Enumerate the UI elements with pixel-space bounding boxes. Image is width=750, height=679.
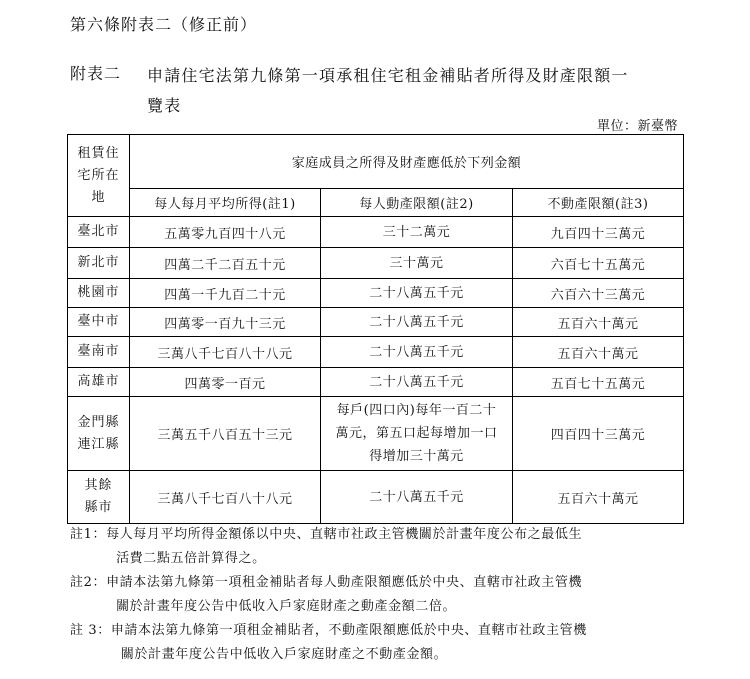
city-cell bbox=[68, 217, 130, 248]
column-header-row bbox=[68, 189, 684, 217]
city-name: 其餘 bbox=[84, 478, 113, 493]
col-header-movable: 每人動產限額(註2) bbox=[321, 189, 513, 217]
movable-limit-line: 萬元，第五口起每增加一口 bbox=[335, 426, 498, 441]
city-name: 金門縣 bbox=[77, 414, 120, 430]
table-row bbox=[68, 337, 684, 368]
movable-limit-line: 二十八萬五千元 bbox=[369, 285, 464, 301]
footnote-text bbox=[106, 571, 690, 619]
immovable-limit-cell: 五百七十五萬元 bbox=[513, 368, 684, 397]
movable-limit-cell bbox=[321, 308, 513, 337]
footnote-line: 關於計畫年度公告中低收入戶家庭財產之不動產金額。 bbox=[120, 647, 448, 662]
movable-limit-cell bbox=[321, 368, 513, 397]
location-header-line: 地 bbox=[91, 189, 106, 205]
income-limit-cell: 五萬零九百四十八元 bbox=[130, 217, 321, 248]
movable-limit-line: 二十八萬五千元 bbox=[369, 314, 464, 330]
immovable-limit-cell: 六百七十五萬元 bbox=[513, 248, 684, 279]
col-header-income: 每人每月平均所得(註1) bbox=[130, 189, 321, 217]
footnote-line: 活費二點五倍計算得之。 bbox=[116, 551, 266, 566]
table-row bbox=[68, 248, 684, 279]
city-cell bbox=[68, 308, 130, 337]
city-name: 新北市 bbox=[77, 255, 120, 270]
footnote-line: 關於計畫年度公告中低收入戶家庭財產之動產金額二倍。 bbox=[116, 599, 457, 614]
income-limit-cell: 四萬二千二百五十元 bbox=[130, 248, 321, 279]
city-name: 臺北市 bbox=[77, 224, 120, 239]
income-limit-cell: 四萬零一百九十三元 bbox=[130, 308, 321, 337]
footnote-label: 註1： bbox=[70, 527, 107, 542]
currency-unit: 單位：新臺幣 bbox=[596, 119, 678, 134]
city-name: 高雄市 bbox=[77, 374, 120, 389]
table-header-row bbox=[68, 135, 684, 189]
group-header-cell: 家庭成員之所得及財產應低於下列金額 bbox=[130, 135, 684, 189]
city-cell bbox=[68, 337, 130, 368]
table-row bbox=[68, 397, 684, 471]
movable-limit-cell bbox=[321, 248, 513, 279]
city-name: 縣市 bbox=[84, 500, 113, 515]
movable-limit-line: 三十萬元 bbox=[389, 255, 444, 271]
footnotes bbox=[70, 523, 690, 667]
footnote-label: 註2： bbox=[70, 575, 107, 590]
movable-limit-line: 二十八萬五千元 bbox=[369, 344, 464, 360]
movable-limit-cell bbox=[321, 397, 513, 471]
footnote bbox=[70, 571, 690, 619]
movable-limit-line: 得增加三十萬元 bbox=[369, 449, 464, 464]
income-limit-cell: 四萬零一百元 bbox=[130, 368, 321, 397]
footnote-label: 註 3： bbox=[70, 623, 111, 638]
city-name: 桃園市 bbox=[77, 285, 120, 300]
table-row bbox=[68, 308, 684, 337]
footnote bbox=[70, 523, 690, 571]
col-header-immovable: 不動產限額(註3) bbox=[513, 189, 684, 217]
immovable-limit-cell: 五百六十萬元 bbox=[513, 308, 684, 337]
city-cell bbox=[68, 471, 130, 524]
table-row bbox=[68, 368, 684, 397]
city-cell bbox=[68, 368, 130, 397]
city-cell bbox=[68, 248, 130, 279]
table-row bbox=[68, 217, 684, 248]
city-cell bbox=[68, 397, 130, 471]
income-asset-limit-table bbox=[67, 134, 684, 524]
city-name: 臺中市 bbox=[77, 314, 120, 329]
footnote-text bbox=[106, 523, 690, 571]
appendix-title bbox=[147, 61, 677, 121]
movable-limit-cell bbox=[321, 471, 513, 524]
city-name: 連江縣 bbox=[77, 436, 120, 452]
appendix-label: 附表二 bbox=[70, 64, 122, 83]
city-cell bbox=[68, 279, 130, 308]
movable-limit-cell bbox=[321, 337, 513, 368]
movable-limit-line: 二十八萬五千元 bbox=[369, 489, 464, 505]
location-header-line: 租賃住 bbox=[77, 145, 120, 161]
city-name: 臺南市 bbox=[77, 344, 120, 359]
table-row bbox=[68, 471, 684, 524]
immovable-limit-cell: 九百四十三萬元 bbox=[513, 217, 684, 248]
appendix-title-line1: 申請住宅法第九條第一項承租住宅租金補貼者所得及財產限額一 bbox=[147, 66, 629, 85]
footnote-text bbox=[111, 619, 690, 667]
movable-limit-cell bbox=[321, 217, 513, 248]
footnote bbox=[70, 619, 690, 667]
immovable-limit-cell: 六百六十三萬元 bbox=[513, 279, 684, 308]
income-limit-cell: 三萬八千七百八十八元 bbox=[130, 337, 321, 368]
income-limit-cell: 三萬五千八百五十三元 bbox=[130, 397, 321, 471]
appendix-title-line2: 覽表 bbox=[147, 96, 182, 115]
movable-limit-cell bbox=[321, 279, 513, 308]
immovable-limit-cell: 四百四十三萬元 bbox=[513, 397, 684, 471]
immovable-limit-cell: 五百六十萬元 bbox=[513, 337, 684, 368]
footnote-line: 每人每月平均所得金額係以中央、直轄市社政主管機關於計畫年度公布之最低生 bbox=[106, 527, 583, 542]
movable-limit-line: 每戶(四口內)每年一百二十 bbox=[336, 403, 497, 418]
footnote-line: 申請本法第九條第一項租金補貼者每人動產限額應低於中央、直轄市社政主管機 bbox=[106, 575, 583, 590]
table-row bbox=[68, 279, 684, 308]
footnote-line: 申請本法第九條第一項租金補貼者，不動產限額應低於中央、直轄市社政主管機 bbox=[110, 623, 587, 638]
immovable-limit-cell: 五百六十萬元 bbox=[513, 471, 684, 524]
location-header-line: 宅所在 bbox=[77, 167, 120, 183]
movable-limit-line: 二十八萬五千元 bbox=[369, 374, 464, 390]
location-header-cell bbox=[68, 135, 130, 217]
movable-limit-line: 三十二萬元 bbox=[382, 224, 451, 240]
income-limit-cell: 三萬八千七百八十八元 bbox=[130, 471, 321, 524]
page-heading: 第六條附表二（修正前） bbox=[70, 15, 258, 34]
income-limit-cell: 四萬一千九百二十元 bbox=[130, 279, 321, 308]
